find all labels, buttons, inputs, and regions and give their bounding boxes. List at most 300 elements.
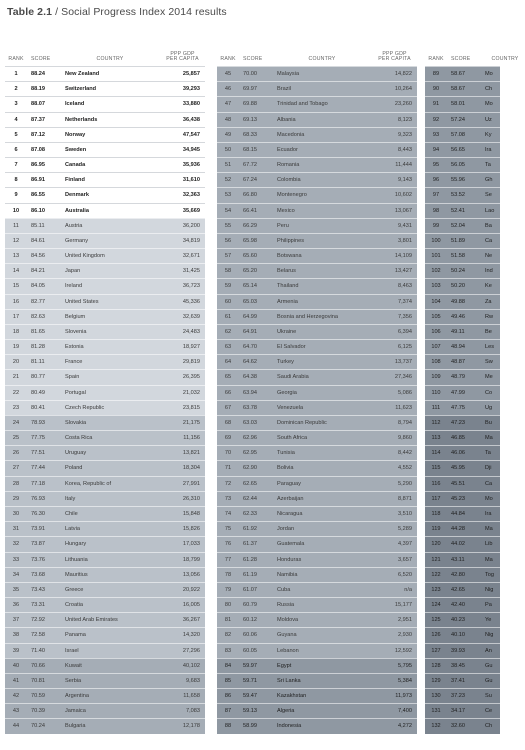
table-row xyxy=(217,233,417,248)
country-cell: Ecuador xyxy=(277,146,298,153)
gdp-cell: 29,819 xyxy=(182,359,200,366)
gdp-cell: 2,951 xyxy=(398,617,412,624)
rank-cell: 103 xyxy=(431,283,441,290)
rank-cell: 65 xyxy=(224,374,232,381)
table-row xyxy=(425,233,500,248)
table-row xyxy=(217,263,417,278)
score-cell: 81.28 xyxy=(31,344,45,351)
score-cell: 67.72 xyxy=(243,162,257,169)
table-row xyxy=(217,567,417,582)
score-cell: 46.85 xyxy=(451,435,465,442)
rank-cell: 31 xyxy=(12,526,20,533)
gdp-cell: 9,323 xyxy=(398,131,412,138)
country-cell: Dominican Republic xyxy=(277,419,327,426)
score-cell: 84.56 xyxy=(31,253,45,260)
score-cell: 62.90 xyxy=(243,465,257,472)
country-cell: Ira xyxy=(485,510,492,517)
score-cell: 65.98 xyxy=(243,237,257,244)
rank-cell: 16 xyxy=(12,298,20,305)
table-row xyxy=(5,476,205,491)
table-row xyxy=(5,627,205,642)
score-cell: 38.45 xyxy=(451,662,465,669)
gdp-cell: 4,552 xyxy=(398,465,412,472)
table-row xyxy=(5,400,205,415)
country-cell: Rw xyxy=(485,313,494,320)
country-cell: Czech Republic xyxy=(65,404,105,411)
country-cell: Les xyxy=(485,344,495,351)
table-row xyxy=(425,643,500,658)
country-cell: Russia xyxy=(277,602,295,609)
rank-cell: 40 xyxy=(12,662,20,669)
table-row xyxy=(425,385,500,400)
score-cell: 84.05 xyxy=(31,283,45,290)
country-cell: Portugal xyxy=(65,389,86,396)
rank-cell: 126 xyxy=(431,632,441,639)
rank-cell: 105 xyxy=(431,313,441,320)
country-cell: Dji xyxy=(485,465,492,472)
rank-cell: 78 xyxy=(224,571,232,578)
score-cell: 40.23 xyxy=(451,617,465,624)
table-row xyxy=(217,597,417,612)
table-row xyxy=(5,643,205,658)
rank-cell: 80 xyxy=(224,602,232,609)
gdp-cell: 35,669 xyxy=(182,207,200,214)
rank-cell: 74 xyxy=(224,510,232,517)
table-row xyxy=(5,112,205,127)
country-cell: Albania xyxy=(277,116,296,123)
table-row xyxy=(5,218,205,233)
country-cell: Hungary xyxy=(65,541,87,548)
table-row xyxy=(425,536,500,551)
score-cell: 42.40 xyxy=(451,602,465,609)
rank-cell: 22 xyxy=(12,389,20,396)
country-cell: Greece xyxy=(65,586,84,593)
table-row xyxy=(5,354,205,369)
rank-cell: 129 xyxy=(431,677,441,684)
gdp-cell: 7,374 xyxy=(398,298,412,305)
rank-cell: 8 xyxy=(14,177,18,184)
country-cell: Pa xyxy=(485,602,492,609)
country-cell: Lib xyxy=(485,541,493,548)
score-cell: 77.75 xyxy=(31,435,45,442)
country-cell: Israel xyxy=(65,647,79,654)
score-cell: 73.87 xyxy=(31,541,45,548)
country-cell: Uruguay xyxy=(65,450,87,457)
country-cell: Germany xyxy=(65,237,89,244)
table-row xyxy=(217,187,417,202)
rank-cell: 6 xyxy=(14,146,18,153)
country-cell: Croatia xyxy=(65,602,84,609)
rank-cell: 119 xyxy=(431,526,441,533)
score-cell: 55.96 xyxy=(451,177,465,184)
country-cell: Mo xyxy=(485,71,493,77)
header-rank: RANK xyxy=(428,56,444,63)
rank-cell: 123 xyxy=(431,586,441,593)
score-cell: 87.37 xyxy=(31,116,45,123)
rank-cell: 44 xyxy=(12,723,20,730)
country-cell: Mexico xyxy=(277,207,295,214)
rank-cell: 132 xyxy=(431,723,441,730)
gdp-cell: 2,930 xyxy=(398,632,412,639)
score-cell: 66.41 xyxy=(243,207,257,214)
gdp-cell: 32,639 xyxy=(182,313,200,320)
score-cell: 73.91 xyxy=(31,526,45,533)
rank-cell: 11 xyxy=(13,222,19,229)
rank-cell: 83 xyxy=(224,647,232,654)
country-cell: France xyxy=(65,359,83,366)
gdp-cell: 18,304 xyxy=(182,465,200,472)
country-cell: New Zealand xyxy=(65,71,100,77)
score-cell: 71.40 xyxy=(31,647,45,654)
table-row xyxy=(425,597,500,612)
gdp-cell: n/a xyxy=(404,586,412,593)
table-row xyxy=(425,157,500,172)
rank-cell: 120 xyxy=(431,541,441,548)
rank-cell: 127 xyxy=(431,647,441,654)
score-cell: 49.11 xyxy=(451,328,465,335)
gdp-cell: 16,005 xyxy=(182,602,200,609)
score-cell: 73.68 xyxy=(31,571,45,578)
results-panel-3 xyxy=(425,38,519,734)
table-row xyxy=(217,142,417,157)
rank-cell: 84 xyxy=(224,662,232,669)
table-row xyxy=(5,673,205,688)
rank-cell: 125 xyxy=(431,617,441,624)
country-cell: Turkey xyxy=(277,359,294,366)
table-row xyxy=(425,476,500,491)
country-cell: Se xyxy=(485,192,492,199)
score-cell: 64.62 xyxy=(243,359,257,366)
table-header xyxy=(5,38,205,66)
score-cell: 63.78 xyxy=(243,404,257,411)
rank-cell: 2 xyxy=(14,86,18,93)
score-cell: 51.89 xyxy=(451,237,465,244)
gdp-cell: 5,289 xyxy=(398,526,412,533)
table-row xyxy=(217,66,417,81)
score-cell: 66.80 xyxy=(243,192,257,199)
table-row xyxy=(217,552,417,567)
rank-cell: 61 xyxy=(224,313,232,320)
country-cell: Latvia xyxy=(65,526,80,533)
score-cell: 57.08 xyxy=(451,131,465,138)
score-cell: 59.47 xyxy=(243,693,257,700)
country-cell: Austria xyxy=(65,222,83,229)
rank-cell: 13 xyxy=(12,253,20,260)
table-number: Table 2.1 xyxy=(7,6,53,18)
gdp-cell: 14,320 xyxy=(182,632,200,639)
score-cell: 76.30 xyxy=(31,510,45,517)
rank-cell: 96 xyxy=(432,177,440,184)
rank-cell: 24 xyxy=(12,419,20,426)
country-cell: Iceland xyxy=(65,101,85,108)
score-cell: 51.58 xyxy=(451,253,465,260)
rank-cell: 50 xyxy=(224,146,232,153)
rank-cell: 12 xyxy=(12,237,20,244)
rank-cell: 71 xyxy=(224,465,232,472)
table-row xyxy=(5,339,205,354)
country-cell: Philippines xyxy=(277,237,305,244)
score-cell: 68.15 xyxy=(243,146,257,153)
rank-cell: 112 xyxy=(431,419,441,426)
gdp-cell: 27,296 xyxy=(182,647,200,654)
rank-cell: 124 xyxy=(431,602,441,609)
score-cell: 67.24 xyxy=(243,177,257,184)
country-cell: Thailand xyxy=(277,283,299,290)
table-row xyxy=(425,187,500,202)
country-cell: Ug xyxy=(485,404,493,411)
gdp-cell: 27,346 xyxy=(394,374,412,381)
score-cell: 69.13 xyxy=(243,116,257,123)
score-cell: 85.11 xyxy=(31,222,45,229)
score-cell: 62.44 xyxy=(243,495,257,502)
table-row xyxy=(217,248,417,263)
country-cell: Gh xyxy=(485,177,493,184)
rank-cell: 63 xyxy=(224,344,232,351)
score-cell: 40.10 xyxy=(451,632,465,639)
table-row xyxy=(217,385,417,400)
score-cell: 80.77 xyxy=(31,374,45,381)
score-cell: 62.33 xyxy=(243,510,257,517)
header-rank: RANK xyxy=(8,56,24,63)
rank-cell: 38 xyxy=(12,632,20,639)
country-cell: Bolivia xyxy=(277,465,294,472)
table-row xyxy=(425,324,500,339)
rank-cell: 62 xyxy=(224,328,232,335)
table-row xyxy=(217,324,417,339)
score-cell: 62.96 xyxy=(243,435,257,442)
score-cell: 66.29 xyxy=(243,222,257,229)
rank-cell: 34 xyxy=(12,571,20,578)
table-row xyxy=(5,506,205,521)
table-row xyxy=(217,218,417,233)
table-row xyxy=(425,718,500,733)
rank-cell: 97 xyxy=(432,192,440,199)
score-cell: 70.00 xyxy=(243,71,257,77)
score-cell: 58.01 xyxy=(451,101,465,108)
table-row xyxy=(425,127,500,142)
score-cell: 88.19 xyxy=(31,86,45,93)
rank-cell: 93 xyxy=(432,131,440,138)
table-row xyxy=(425,218,500,233)
gdp-cell: 5,086 xyxy=(398,389,412,396)
gdp-cell: 26,310 xyxy=(182,495,200,502)
rank-cell: 116 xyxy=(431,480,441,487)
score-cell: 60.05 xyxy=(243,647,257,654)
rank-cell: 91 xyxy=(432,101,440,108)
table-row xyxy=(425,506,500,521)
score-cell: 60.12 xyxy=(243,617,257,624)
rank-cell: 79 xyxy=(224,586,232,593)
country-cell: Ce xyxy=(485,708,493,715)
table-row xyxy=(217,172,417,187)
table-row xyxy=(5,445,205,460)
gdp-cell: 15,177 xyxy=(394,602,412,609)
rank-cell: 122 xyxy=(431,571,441,578)
country-cell: Lithuania xyxy=(65,556,88,563)
table-row xyxy=(425,673,500,688)
country-cell: Norway xyxy=(65,131,86,138)
country-cell: Lebanon xyxy=(277,647,299,654)
rank-cell: 102 xyxy=(431,268,441,275)
table-row xyxy=(5,415,205,430)
country-cell: Georgia xyxy=(277,389,297,396)
gdp-cell: 17,033 xyxy=(182,541,200,548)
country-cell: Me xyxy=(485,374,493,381)
score-cell: 73.43 xyxy=(31,586,45,593)
country-cell: Jamaica xyxy=(65,708,86,715)
rank-cell: 20 xyxy=(12,359,20,366)
table-row xyxy=(425,415,500,430)
rank-cell: 47 xyxy=(224,101,232,108)
rank-cell: 73 xyxy=(224,495,232,502)
table-row xyxy=(5,703,205,718)
rank-cell: 101 xyxy=(431,253,441,260)
table-row xyxy=(425,400,500,415)
score-cell: 32.60 xyxy=(451,723,465,730)
table-row xyxy=(5,658,205,673)
score-cell: 70.39 xyxy=(31,708,45,715)
rank-cell: 19 xyxy=(12,344,20,351)
rank-cell: 30 xyxy=(12,510,20,517)
score-cell: 56.65 xyxy=(451,146,465,153)
table-row xyxy=(5,582,205,597)
score-cell: 45.23 xyxy=(451,495,465,502)
rank-cell: 15 xyxy=(12,283,20,290)
rank-cell: 5 xyxy=(14,131,18,138)
country-cell: Tog xyxy=(485,571,495,578)
gdp-cell: 8,123 xyxy=(398,116,412,123)
score-cell: 81.65 xyxy=(31,328,45,335)
score-cell: 48.79 xyxy=(451,374,465,381)
rank-cell: 67 xyxy=(224,404,232,411)
rank-cell: 88 xyxy=(224,723,232,730)
country-cell: Sweden xyxy=(65,146,87,153)
score-cell: 88.07 xyxy=(31,101,45,108)
score-cell: 86.91 xyxy=(31,177,45,184)
table-row xyxy=(217,445,417,460)
score-cell: 58.99 xyxy=(243,723,257,730)
gdp-cell: 13,737 xyxy=(394,359,412,366)
rank-cell: 76 xyxy=(224,541,232,548)
country-cell: United States xyxy=(65,298,99,305)
country-cell: Bosnia and Herzegovina xyxy=(277,313,338,320)
country-cell: Estonia xyxy=(65,344,84,351)
country-cell: Nig xyxy=(485,632,494,639)
rank-cell: 82 xyxy=(224,632,232,639)
table-row xyxy=(5,385,205,400)
rank-cell: 121 xyxy=(431,556,441,563)
table-row xyxy=(425,172,500,187)
country-cell: United Kingdom xyxy=(65,253,105,260)
rank-cell: 92 xyxy=(432,116,440,123)
rank-cell: 117 xyxy=(431,495,441,502)
country-cell: Australia xyxy=(65,207,89,214)
country-cell: Ma xyxy=(485,435,493,442)
gdp-cell: 8,871 xyxy=(398,495,412,502)
country-cell: Algeria xyxy=(277,708,295,715)
country-cell: Japan xyxy=(65,268,81,275)
score-cell: 59.13 xyxy=(243,708,257,715)
score-cell: 64.70 xyxy=(243,344,257,351)
country-cell: Su xyxy=(485,693,492,700)
score-cell: 47.75 xyxy=(451,404,465,411)
gdp-cell: 11,973 xyxy=(395,693,412,700)
table-row xyxy=(5,248,205,263)
table-row xyxy=(425,263,500,278)
country-cell: Mo xyxy=(485,495,493,502)
score-cell: 39.93 xyxy=(451,647,465,654)
country-cell: Sw xyxy=(485,359,493,366)
country-cell: Nig xyxy=(485,586,494,593)
gdp-cell: 10,264 xyxy=(394,86,412,93)
table-row xyxy=(425,567,500,582)
results-panel-2 xyxy=(217,38,417,734)
country-cell: Canada xyxy=(65,162,86,169)
table-row xyxy=(217,157,417,172)
country-cell: Armenia xyxy=(277,298,298,305)
country-cell: Macedonia xyxy=(277,131,305,138)
score-cell: 72.92 xyxy=(31,617,45,624)
score-cell: 84.61 xyxy=(31,237,45,244)
score-cell: 49.88 xyxy=(451,298,465,305)
rank-cell: 41 xyxy=(12,677,20,684)
rank-cell: 100 xyxy=(431,237,441,244)
gdp-cell: 4,397 xyxy=(398,541,412,548)
rank-cell: 114 xyxy=(431,450,441,457)
table-row xyxy=(425,339,500,354)
rank-cell: 98 xyxy=(432,207,440,214)
table-row xyxy=(217,627,417,642)
score-cell: 58.67 xyxy=(451,86,465,93)
table-row xyxy=(5,718,205,733)
country-cell: Brazil xyxy=(277,86,291,93)
rank-cell: 94 xyxy=(432,146,440,153)
gdp-cell: 10,602 xyxy=(394,192,412,199)
header-country: COUNTRY xyxy=(96,56,124,63)
country-cell: Kazakhstan xyxy=(277,693,307,700)
gdp-cell: 8,794 xyxy=(398,419,412,426)
country-cell: Ye xyxy=(485,617,492,624)
rank-cell: 37 xyxy=(12,617,20,624)
score-cell: 82.77 xyxy=(31,298,45,305)
country-cell: Italy xyxy=(65,495,76,502)
table-row xyxy=(217,294,417,309)
table-row xyxy=(217,278,417,293)
rank-cell: 118 xyxy=(431,510,441,517)
rank-cell: 99 xyxy=(432,222,440,229)
country-cell: Argentina xyxy=(65,693,89,700)
header-country: COUNTRY xyxy=(308,56,336,63)
table-row xyxy=(5,430,205,445)
table-row xyxy=(5,309,205,324)
score-cell: 80.49 xyxy=(31,389,45,396)
table-header xyxy=(425,38,519,66)
table-row xyxy=(217,521,417,536)
score-cell: 73.76 xyxy=(31,556,45,563)
rank-cell: 23 xyxy=(12,404,20,411)
country-cell: Finland xyxy=(65,177,85,184)
rank-cell: 90 xyxy=(432,86,440,93)
score-cell: 61.07 xyxy=(243,586,257,593)
table-row xyxy=(217,673,417,688)
rank-cell: 9 xyxy=(14,192,18,199)
table-row xyxy=(5,127,205,142)
score-cell: 77.44 xyxy=(31,465,45,472)
country-cell: Kuwait xyxy=(65,662,82,669)
gdp-cell: 36,723 xyxy=(182,283,200,290)
gdp-cell: 36,438 xyxy=(182,116,200,123)
table-row xyxy=(217,112,417,127)
